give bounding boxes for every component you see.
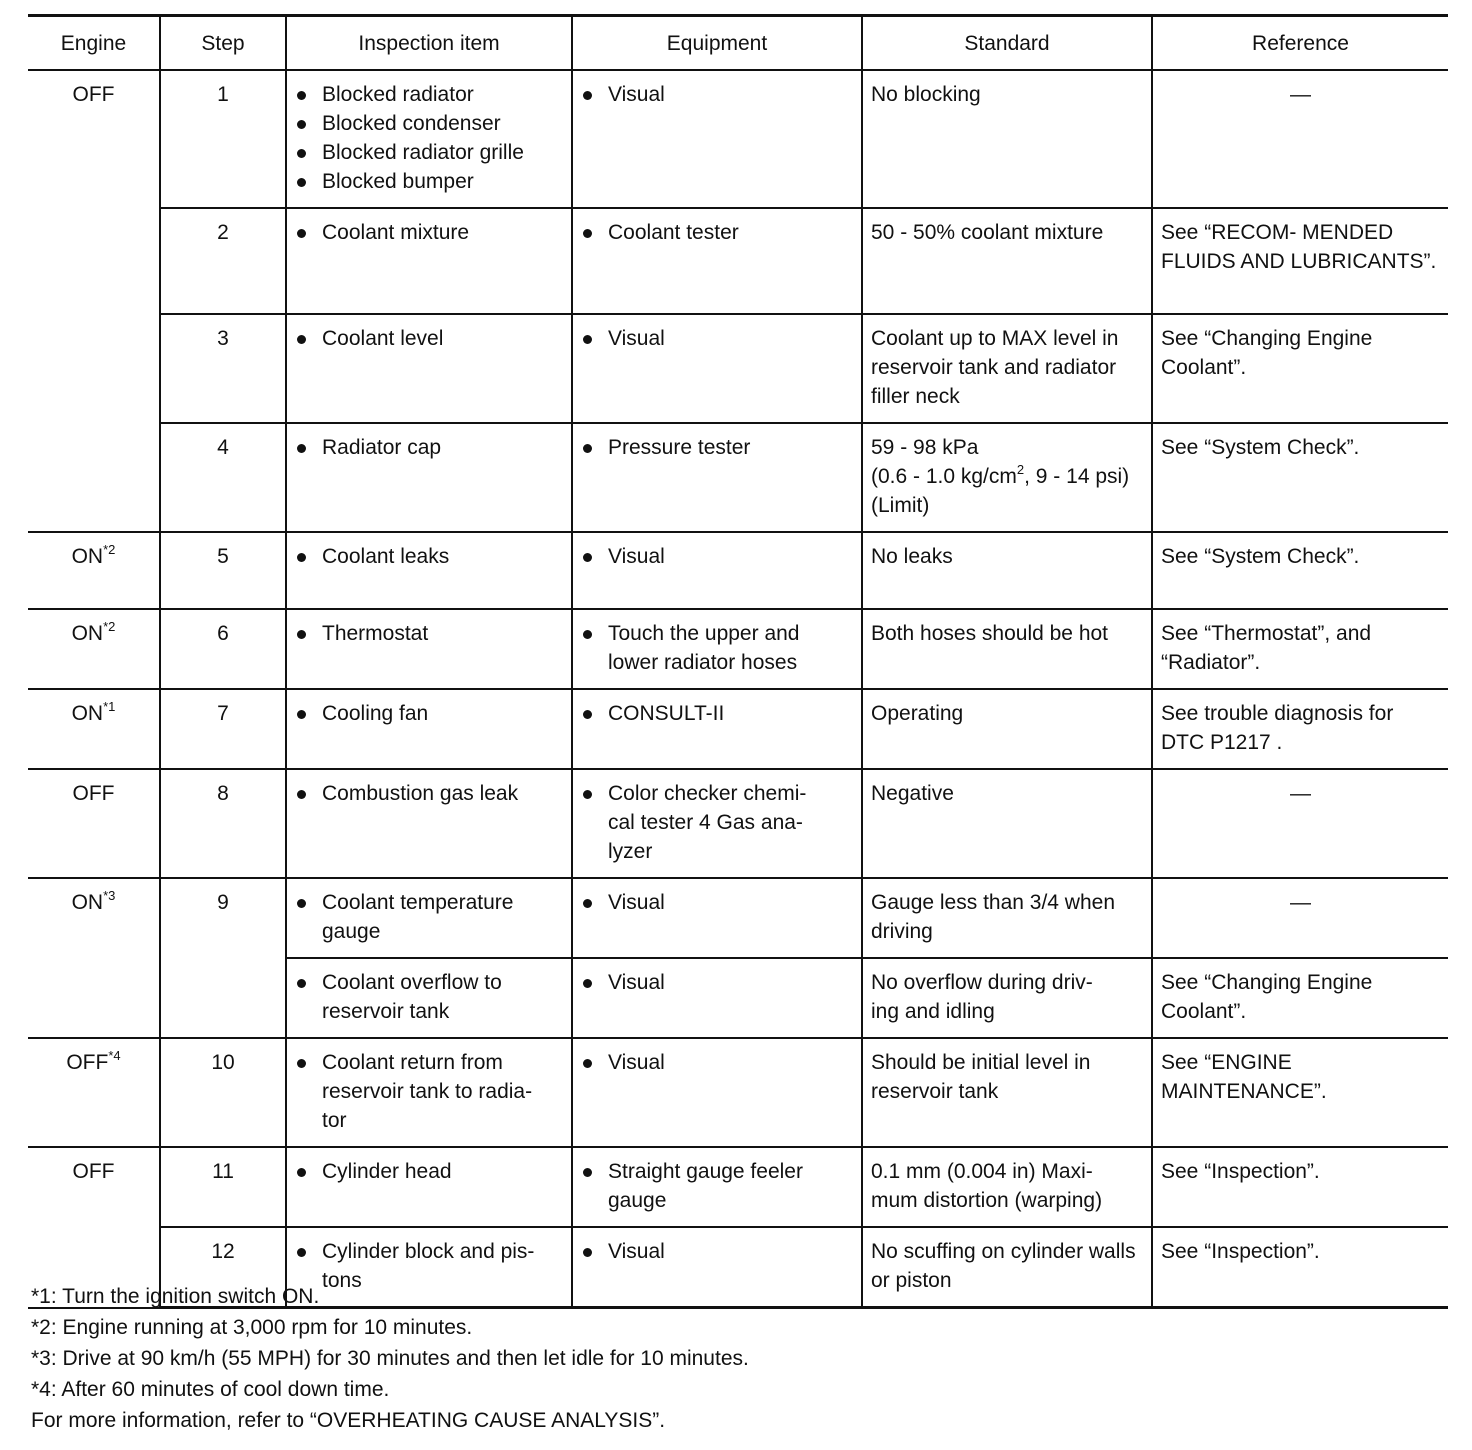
step-cell: 7: [160, 689, 286, 769]
equipment-cell: CONSULT-II: [572, 689, 862, 769]
bullet-item: Blocked condenser: [295, 109, 563, 138]
table-row: [28, 314, 1448, 423]
standard-cell: 50 - 50% coolant mixture: [862, 208, 1152, 314]
bullet-item: Blocked radiator: [295, 80, 563, 109]
bullet-icon: [297, 630, 306, 639]
engine-cell: [28, 70, 160, 532]
header-step: Step: [160, 16, 286, 71]
inspection-item-cell: Coolant level: [286, 314, 572, 423]
standard-cell: 0.1 mm (0.004 in) Maxi- mum distortion (warping): [862, 1147, 1152, 1227]
equipment-cell: Visual: [572, 878, 862, 958]
table-row: [28, 878, 1448, 958]
inspection-item-cell: Combustion gas leak: [286, 769, 572, 878]
engine-cell: OFF: [28, 769, 160, 878]
table-row: [28, 70, 1448, 208]
table-row: [28, 769, 1448, 878]
table-row: [28, 423, 1448, 532]
bullet-icon: [583, 444, 592, 453]
step-cell: 12: [160, 1227, 286, 1308]
table-row: [28, 1038, 1448, 1147]
standard-cell: No scuffing on cylinder walls or piston: [862, 1227, 1152, 1308]
step-cell: 8: [160, 769, 286, 878]
equipment-cell: Pressure tester: [572, 423, 862, 532]
engine-cell: ON$^{*2}$: [28, 609, 160, 689]
standard-cell: 59 - 98 kPa (0.6 - 1.0 $kg/cm^2$, 9 - 14 psi) (Limit): [862, 423, 1152, 532]
bullet-icon: [583, 1059, 592, 1068]
reference-cell: See “Thermostat”, and “Radiator”.: [1152, 609, 1448, 689]
standard-cell: Negative: [862, 769, 1152, 878]
engine-cell: ON$^{*2}$: [28, 532, 160, 609]
table-row: [28, 1147, 1448, 1227]
header-standard: Standard: [862, 16, 1152, 71]
bullet-icon: [297, 790, 306, 799]
equipment-cell: Color checker chemi- cal tester 4 Gas ana- lyzer: [572, 769, 862, 878]
reference-cell: See “ENGINE MAINTENANCE”.: [1152, 1038, 1448, 1147]
inspection-item-cell: Cylinder head: [286, 1147, 572, 1227]
bullet-icon: [583, 979, 592, 988]
bullet-icon: [297, 979, 306, 988]
reference-cell: —: [1152, 70, 1448, 208]
equipment-cell: Visual: [572, 70, 862, 208]
equipment-cell: Visual: [572, 1227, 862, 1308]
inspection-item-cell: Coolant overflow to reservoir tank: [286, 958, 572, 1038]
bullet-icon: [583, 229, 592, 238]
inspection-item-cell: [286, 70, 572, 208]
equipment-cell: Straight gauge feeler gauge: [572, 1147, 862, 1227]
inspection-table: [28, 14, 1448, 1309]
reference-cell: See “System Check”.: [1152, 423, 1448, 532]
engine-cell: ON$^{*3}$: [28, 878, 160, 1038]
standard-cell: Both hoses should be hot: [862, 609, 1152, 689]
step-cell: 1: [160, 70, 286, 208]
bullet-icon: [297, 899, 306, 908]
reference-cell: See trouble diagnosis for DTC P1217 .: [1152, 689, 1448, 769]
bullet-icon: [297, 1059, 306, 1068]
bullet-icon: [583, 630, 592, 639]
standard-cell: Should be initial level in reservoir tank: [862, 1038, 1152, 1147]
bullet-icon: [583, 1168, 592, 1177]
bullet-icon: [583, 91, 592, 100]
bullet-icon: [297, 149, 306, 158]
bullet-icon: [297, 120, 306, 129]
footnote: *1: Turn the ignition switch ON.: [31, 1285, 320, 1308]
bullet-icon: [583, 899, 592, 908]
bullet-item: Blocked bumper: [295, 167, 563, 196]
step-cell: 2: [160, 208, 286, 314]
step-cell: 11: [160, 1147, 286, 1227]
bullet-icon: [297, 710, 306, 719]
footnote: For more information, refer to “OVERHEATING CAUSE ANALYSIS”.: [31, 1409, 666, 1432]
reference-cell: See “Changing Engine Coolant”.: [1152, 314, 1448, 423]
table-row: [28, 609, 1448, 689]
equipment-cell: Visual: [572, 1038, 862, 1147]
bullet-icon: [583, 553, 592, 562]
standard-cell: No leaks: [862, 532, 1152, 609]
reference-cell: See “Changing Engine Coolant”.: [1152, 958, 1448, 1038]
bullet-icon: [297, 229, 306, 238]
reference-cell: —: [1152, 878, 1448, 958]
engine-cell: OFF: [28, 1147, 160, 1308]
step-cell: 4: [160, 423, 286, 532]
engine-cell: ON$^{*1}$: [28, 689, 160, 769]
inspection-table-wrapper: [28, 14, 1448, 1309]
step-cell: 10: [160, 1038, 286, 1147]
inspection-item-cell: Coolant temperature gauge: [286, 878, 572, 958]
bullet-icon: [297, 178, 306, 187]
reference-cell: See “System Check”.: [1152, 532, 1448, 609]
table-row: [28, 689, 1448, 769]
step-cell: 3: [160, 314, 286, 423]
inspection-item-cell: Radiator cap: [286, 423, 572, 532]
standard-cell: No blocking: [862, 70, 1152, 208]
bullet-item: Blocked radiator grille: [295, 138, 563, 167]
standard-cell: Coolant up to MAX level in reservoir tank and radiator filler neck: [862, 314, 1152, 423]
standard-cell: No overflow during driv- ing and idling: [862, 958, 1152, 1038]
standard-cell: Gauge less than 3/4 when driving: [862, 878, 1152, 958]
engine-state: OFF: [72, 83, 115, 106]
header-reference: Reference: [1152, 16, 1448, 71]
table-row: [28, 532, 1448, 609]
header-engine: Engine: [28, 16, 160, 71]
bullet-icon: [297, 553, 306, 562]
step-cell: 9: [160, 878, 286, 1038]
bullet-icon: [583, 1248, 592, 1257]
bullet-icon: [297, 335, 306, 344]
reference-cell: See “RECOM- MENDED FLUIDS AND LUBRICANTS”.: [1152, 208, 1448, 314]
bullet-icon: [297, 91, 306, 100]
bullet-icon: [583, 790, 592, 799]
inspection-item-cell: Coolant return from reservoir tank to radia- tor: [286, 1038, 572, 1147]
inspection-item-cell: Thermostat: [286, 609, 572, 689]
bullet-icon: [297, 444, 306, 453]
step-cell: 5: [160, 532, 286, 609]
header-inspection-item: Inspection item: [286, 16, 572, 71]
reference-cell: —: [1152, 769, 1448, 878]
equipment-cell: Visual: [572, 958, 862, 1038]
footnotes: [31, 1281, 749, 1436]
inspection-item-cell: Cylinder block and pis- tons: [286, 1227, 572, 1308]
footnote: *3: Drive at 90 km/h (55 MPH) for 30 minutes and then let idle for 10 minutes.: [31, 1347, 749, 1370]
step-cell: 6: [160, 609, 286, 689]
reference-cell: See “Inspection”.: [1152, 1147, 1448, 1227]
equipment-cell: Touch the upper and lower radiator hoses: [572, 609, 862, 689]
bullet-icon: [583, 710, 592, 719]
equipment-cell: Coolant tester: [572, 208, 862, 314]
inspection-item-cell: Coolant leaks: [286, 532, 572, 609]
table-row: [28, 208, 1448, 314]
reference-cell: See “Inspection”.: [1152, 1227, 1448, 1308]
inspection-item-cell: Coolant mixture: [286, 208, 572, 314]
footnote: *2: Engine running at 3,000 rpm for 10 minutes.: [31, 1316, 473, 1339]
inspection-item-cell: Cooling fan: [286, 689, 572, 769]
bullet-icon: [297, 1248, 306, 1257]
header-row: [28, 16, 1448, 71]
bullet-icon: [297, 1168, 306, 1177]
standard-cell: Operating: [862, 689, 1152, 769]
footnote: *4: After 60 minutes of cool down time.: [31, 1378, 390, 1401]
engine-cell: OFF$^{*4}$: [28, 1038, 160, 1147]
bullet-icon: [583, 335, 592, 344]
header-equipment: Equipment: [572, 16, 862, 71]
equipment-cell: Visual: [572, 532, 862, 609]
equipment-cell: Visual: [572, 314, 862, 423]
